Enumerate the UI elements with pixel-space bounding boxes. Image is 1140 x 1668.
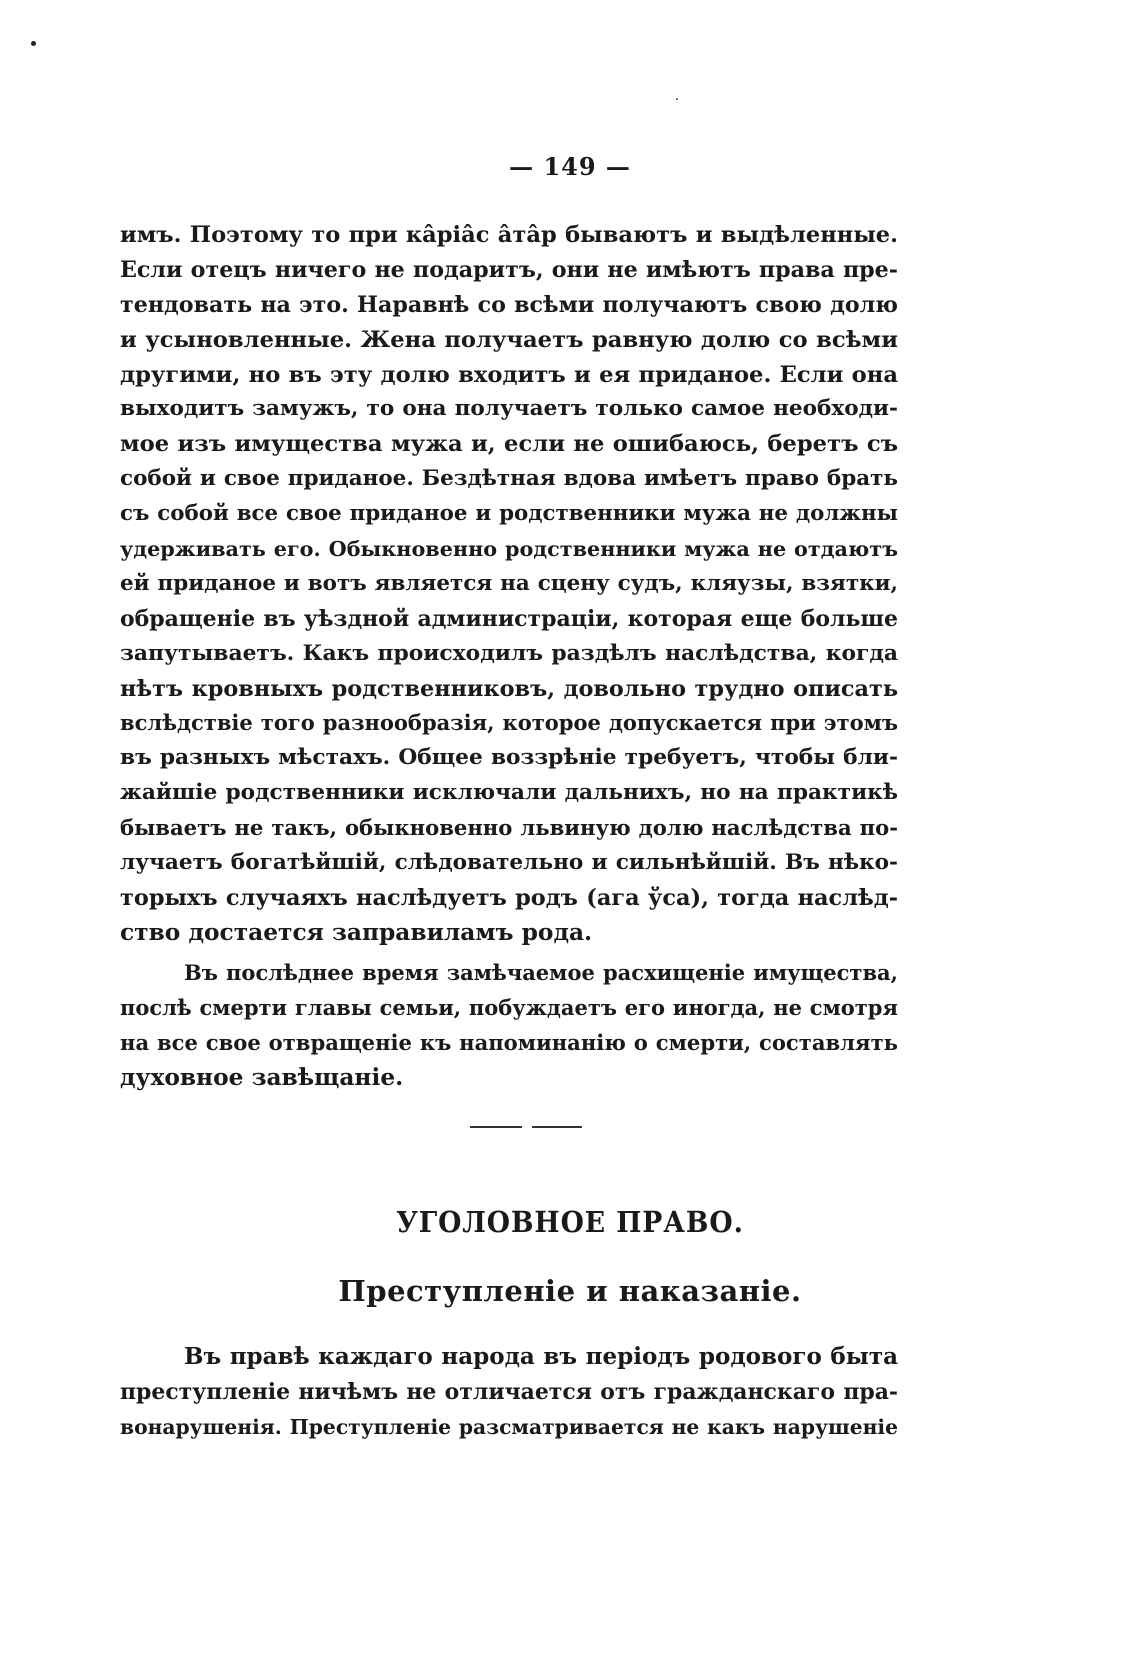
text-line: въ разныхъ мѣстахъ. Общее воззрѣніе требуетъ, чтобы бли- [120, 745, 898, 771]
text-line: Если отецъ ничего не подаритъ, они не имѣютъ права пре- [120, 256, 898, 283]
text-line: бываетъ не такъ, обыкновенно львиную долю наслѣдства по- [120, 815, 898, 841]
text-line: запутываетъ. Какъ происходилъ раздѣлъ наслѣдства, когда [120, 640, 898, 666]
text-line: выходитъ замужъ, то она получаетъ только самое необходи- [120, 396, 898, 422]
text-line: и усыновленные. Жена получаетъ равную долю со всѣми [120, 326, 898, 353]
text-line: Въ послѣднее время замѣчаемое расхищеніе имущества, [184, 960, 898, 985]
text-line: ство достается заправиламъ рода. [120, 918, 593, 946]
section-heading: УГОЛОВНОЕ ПРАВО. [396, 1205, 744, 1239]
ink-speck [31, 41, 36, 46]
text-line: ей приданое и вотъ является на сцену судъ, кляузы, взятки, [120, 570, 898, 596]
text-line: нѣтъ кровныхъ родственниковъ, довольно трудно описать [120, 675, 898, 702]
paragraph-testament [120, 956, 898, 1096]
text-line: торыхъ случаяхъ наслѣдуетъ родъ (ага ўса), тогда наслѣд- [120, 884, 898, 911]
paragraph-crime [120, 1340, 898, 1445]
text-line: удерживать его. Обыкновенно родственники мужа не отдаютъ [120, 537, 898, 562]
text-line: собой и свое приданое. Бездѣтная вдова имѣетъ право брать [120, 466, 898, 492]
text-line: послѣ смерти главы семьи, побуждаетъ его иногда, не смотря [120, 994, 898, 1020]
text-line: на все свое отвращеніе къ напоминанію о смерти, составлять [120, 1029, 898, 1055]
text-line: вонарушенія. Преступленіе разсматривается не какъ нарушеніе [120, 1414, 898, 1439]
text-line: тендовать на это. Наравнѣ со всѣми получаютъ свою долю [120, 291, 898, 318]
text-line: жайшіе родственники исключали дальнихъ, но на практикѣ [120, 780, 898, 806]
page-number: — 149 — [509, 152, 631, 181]
paragraph-inheritance [120, 218, 898, 951]
text-line: имъ. Поэтому то при кâріâс âтâр бываютъ и выдѣленные. [120, 222, 898, 248]
text-line: преступленіе ничѣмъ не отличается отъ гражданскаго пра- [120, 1378, 898, 1405]
text-line: вслѣдствіе того разнообразія, которое допускается при этомъ [120, 710, 898, 736]
text-line: обращеніе въ уѣздной администраціи, которая еще больше [120, 605, 898, 632]
text-line: другими, но въ эту долю входитъ и ея приданое. Если она [120, 361, 898, 388]
text-line: Въ правѣ каждаго народа въ періодъ родового быта [184, 1343, 898, 1370]
text-line: мое изъ имущества мужа и, если не ошибаюсь, беретъ съ [120, 431, 898, 458]
text-line: лучаетъ богатѣйшій, слѣдовательно и сильнѣйшій. Въ нѣко- [120, 850, 898, 876]
section-separator [470, 1126, 582, 1128]
ink-speck [676, 98, 678, 100]
text-line: съ собой все свое приданое и родственники мужа не должны [120, 501, 898, 527]
sub-heading: Преступленіе и наказаніе. [338, 1274, 802, 1308]
text-line: духовное завѣщаніе. [120, 1063, 404, 1091]
